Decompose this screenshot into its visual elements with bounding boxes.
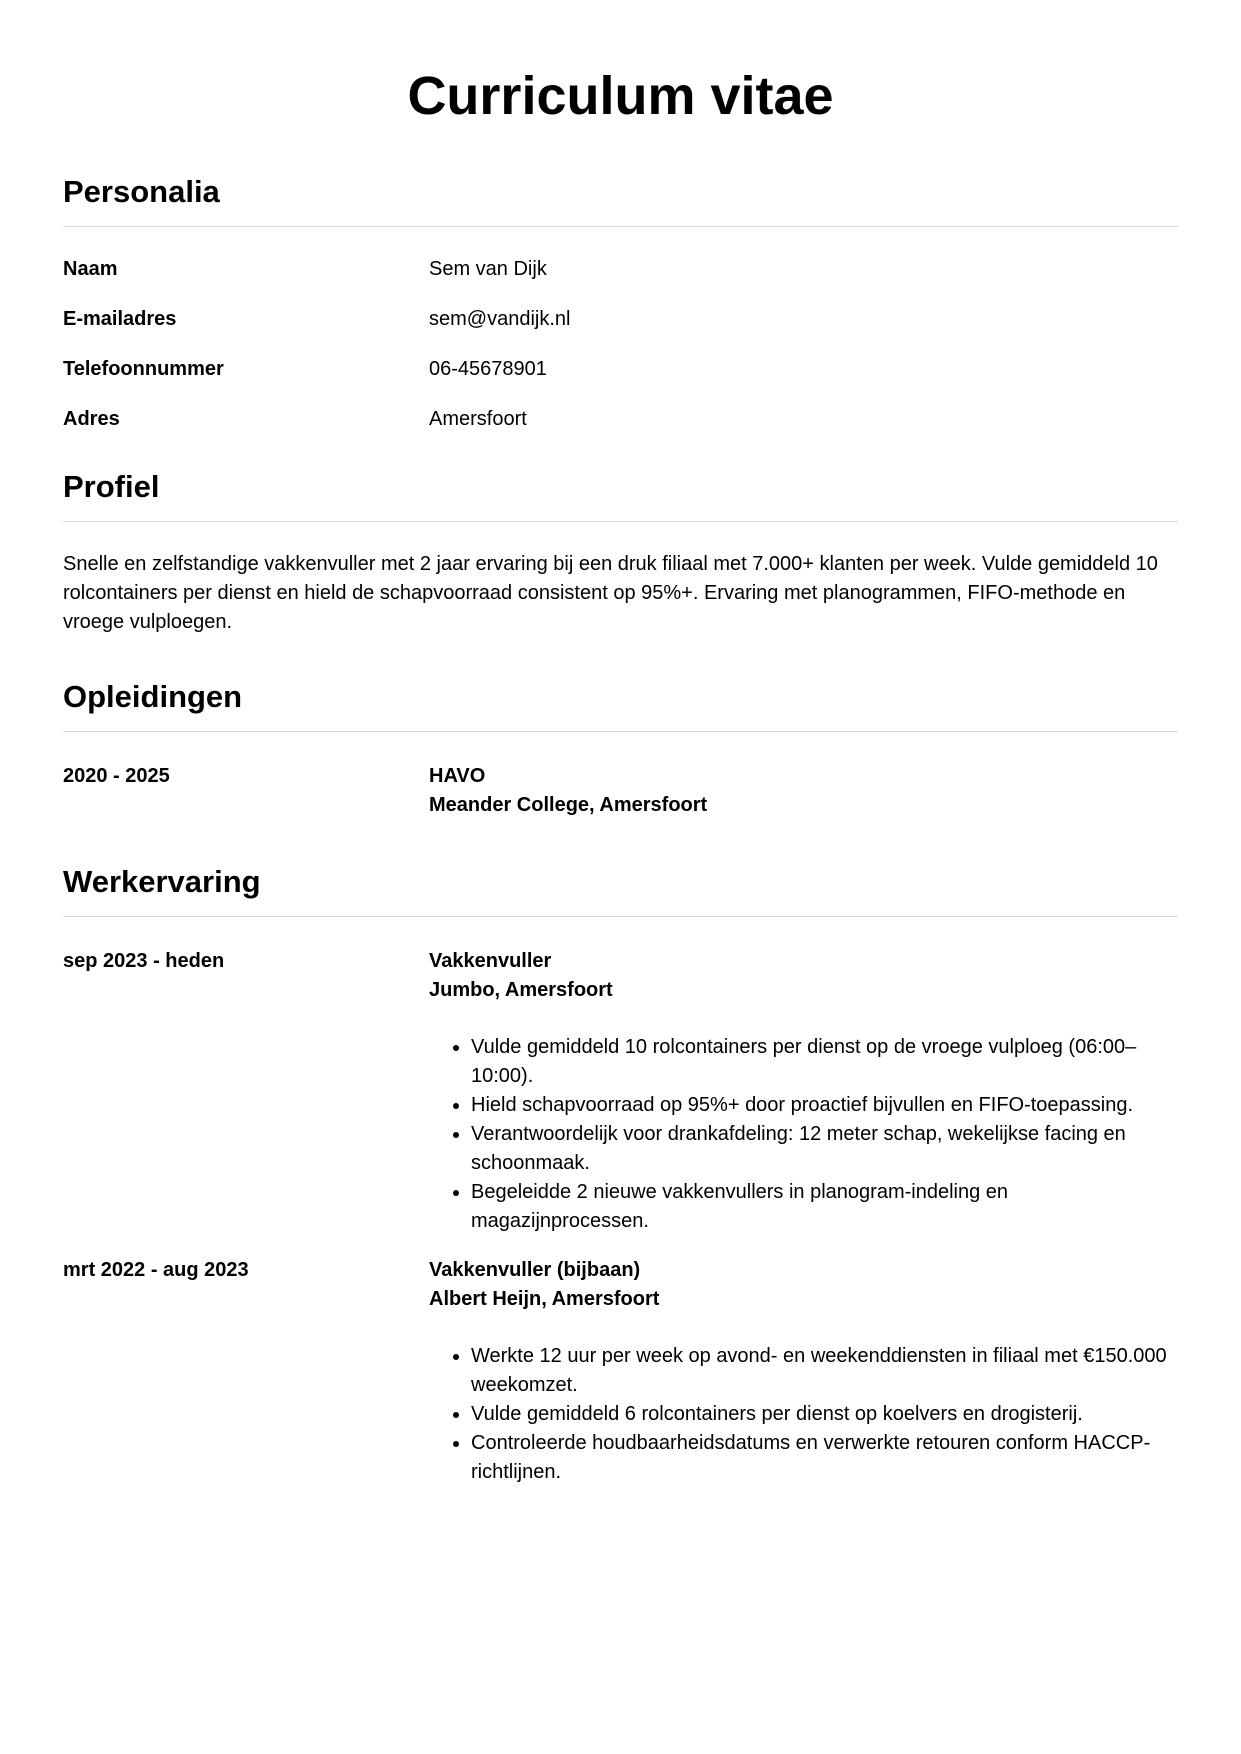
section-opleidingen xyxy=(63,677,1178,820)
personalia-value: 06-45678901 xyxy=(429,358,547,380)
work-bullet: • Verantwoordelijk voor drankafdeling: 12 meter schap, wekelijkse facing en schoonmaak. xyxy=(471,1120,1178,1178)
personalia-value: sem@vandijk.nl xyxy=(429,308,571,330)
personalia-row-adres xyxy=(63,407,1178,457)
personalia-row-naam xyxy=(63,257,1178,307)
education-period: 2020 - 2025 xyxy=(63,765,170,787)
section-werkervaring xyxy=(63,862,1178,1487)
work-bullet: • Begeleidde 2 nieuwe vakkenvullers in planogram-indeling en magazijnprocessen. xyxy=(471,1178,1178,1236)
personalia-label: Telefoonnummer xyxy=(63,358,224,380)
work-title: Vakkenvuller (bijbaan) xyxy=(429,1259,641,1281)
work-bullet: • Werkte 12 uur per week op avond- en weekenddiensten in filiaal met €150.000 weekomzet. xyxy=(471,1342,1178,1400)
document-title: Curriculum vitae xyxy=(407,66,834,126)
work-bullets xyxy=(429,1342,1178,1487)
personalia-label: Naam xyxy=(63,258,118,280)
work-bullet: • Vulde gemiddeld 6 rolcontainers per dienst op koelvers en drogisterij. xyxy=(471,1400,1178,1429)
work-bullet: • Controleerde houdbaarheidsdatums en verwerkte retouren conform HACCP-richtlijnen. xyxy=(471,1429,1178,1487)
education-school: Meander College, Amersfoort xyxy=(429,794,708,816)
section-personalia xyxy=(63,172,1178,457)
work-period: mrt 2022 - aug 2023 xyxy=(63,1259,249,1281)
work-bullet: • Hield schapvoorraad op 95%+ door proactief bijvullen en FIFO-toepassing. xyxy=(471,1091,1178,1120)
work-entry-jumbo xyxy=(63,947,1178,1236)
work-body xyxy=(429,1256,1178,1487)
section-profiel xyxy=(63,467,1178,637)
section-heading-profiel: Profiel xyxy=(63,467,1178,522)
work-period: sep 2023 - heden xyxy=(63,950,225,972)
personalia-label: E-mailadres xyxy=(63,308,177,330)
personalia-value: Sem van Dijk xyxy=(429,258,547,280)
work-body xyxy=(429,947,1178,1236)
education-body xyxy=(429,762,1178,820)
profile-text: Snelle en zelfstandige vakkenvuller met 2 jaar ervaring bij een druk filiaal met 7.000+ klanten per week. Vulde gemiddeld 10 rolcontainers per dienst en hield de schapvoorraad consistent op 95%+. Ervaring met planogrammen, FIFO-methode en vroege vulploegen. xyxy=(63,553,1158,633)
personalia-list xyxy=(63,257,1178,457)
work-title: Vakkenvuller xyxy=(429,950,552,972)
work-bullets xyxy=(429,1033,1178,1236)
section-heading-werkervaring: Werkervaring xyxy=(63,862,1178,917)
personalia-value: Amersfoort xyxy=(429,408,527,430)
personalia-label: Adres xyxy=(63,408,120,430)
section-heading-opleidingen: Opleidingen xyxy=(63,677,1178,732)
work-employer: Jumbo, Amersfoort xyxy=(429,979,613,1001)
work-employer: Albert Heijn, Amersfoort xyxy=(429,1288,660,1310)
section-heading-personalia: Personalia xyxy=(63,172,1178,227)
personalia-row-telefoon xyxy=(63,357,1178,407)
work-bullet: • Vulde gemiddeld 10 rolcontainers per dienst op de vroege vulploeg (06:00–10:00). xyxy=(471,1033,1178,1091)
work-entry-albert-heijn xyxy=(63,1256,1178,1487)
education-entry xyxy=(63,762,1178,820)
personalia-row-email xyxy=(63,307,1178,357)
education-title: HAVO xyxy=(429,765,486,787)
